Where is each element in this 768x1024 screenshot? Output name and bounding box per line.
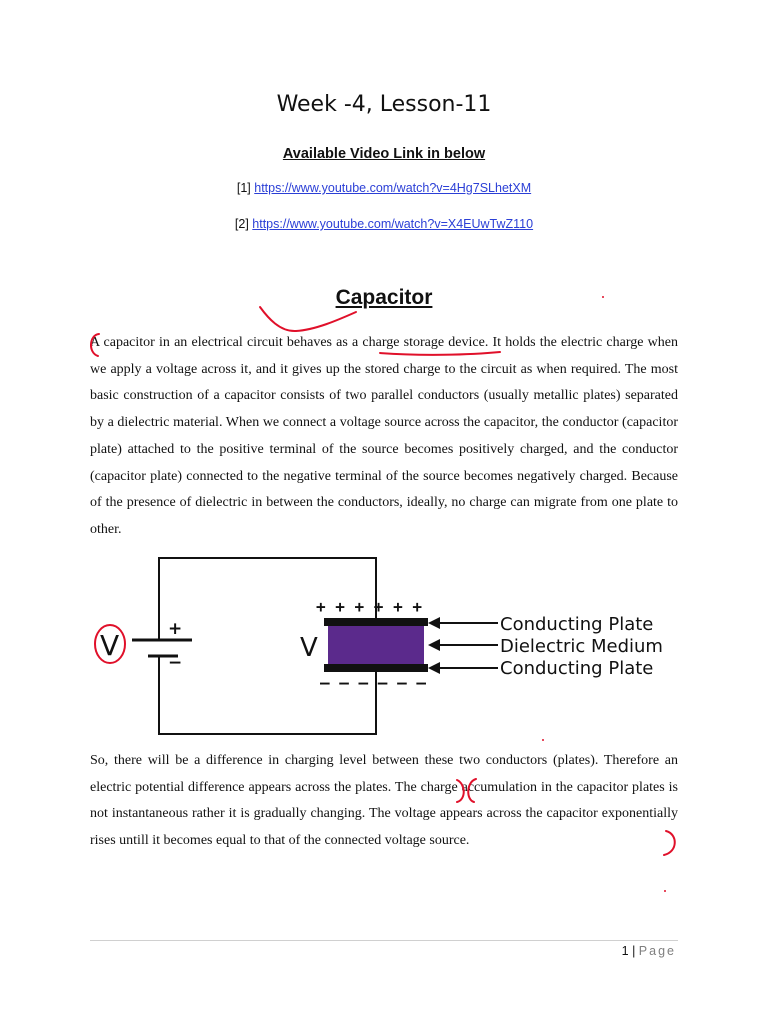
source-voltage-label: V	[100, 629, 120, 662]
paragraph-1: A capacitor in an electrical circuit behaves as a charge storage device. It holds the electric charge when we apply a voltage across it, and it gives up the stored charge to the circuit as when required. The most basic construction of a capacitor consists of two parallel conductors (usually metallic plates) separated by a dielectric material. When we connect a voltage source across the capacitor, the conductor (capacitor plate) attached to the positive terminal of the source becomes positively charged, and the conductor (capacitor plate) connected to the negative terminal of the source becomes negatively charged. Because of the presence of dielectric in between the conductors, ideally, no charge can migrate from one plate to other.	[90, 335, 678, 537]
video-link-1[interactable]: https://www.youtube.com/watch?v=4Hg7SLhetXM	[254, 181, 532, 195]
callout-conducting-plate-bottom: Conducting Plate	[500, 658, 654, 679]
callout-dielectric-medium: Dielectric Medium	[500, 636, 663, 657]
battery-minus-sign: −	[168, 653, 183, 673]
battery-symbol	[100, 619, 192, 673]
battery-plus-sign: +	[168, 619, 183, 639]
footer-separator: |	[632, 944, 636, 958]
video-link-line-2	[0, 217, 768, 231]
negative-charges: – – – – – –	[320, 673, 426, 692]
annotation-dot	[664, 890, 666, 892]
video-link-line-1	[0, 181, 768, 195]
section-heading: Capacitor	[335, 286, 433, 309]
page-title: Week -4, Lesson-11	[276, 92, 492, 117]
positive-charges: + + + + + +	[316, 597, 422, 616]
top-conducting-plate	[324, 618, 428, 626]
capacitor-circuit-diagram	[88, 552, 678, 742]
bottom-conducting-plate	[324, 664, 428, 672]
link-index-1: [1]	[236, 181, 251, 195]
footer-divider	[90, 940, 678, 941]
capacitor-symbol	[300, 594, 428, 692]
paragraph-2: So, there will be a difference in charging level between these two conductors (plates). Therefore an electric potential difference appears across the plates. The charge accumulation in the capacitor plates is not instantaneous rather it is gradually changing. The voltage appears across the capacitor exponentially rises untill it becomes equal to that of the connected voltage source.	[90, 753, 678, 849]
video-link-2[interactable]: https://www.youtube.com/watch?v=X4EUwTwZ110	[252, 217, 534, 231]
capacitor-voltage-label: V	[300, 633, 318, 663]
link-index-2: [2]	[234, 217, 249, 231]
callout-conducting-plate-top: Conducting Plate	[500, 614, 654, 635]
checkmark-annotation	[260, 307, 356, 331]
page-number: 1	[621, 944, 629, 958]
video-links-heading: Available Video Link in below	[282, 146, 486, 162]
dielectric-medium	[328, 626, 424, 664]
callout-arrows	[428, 617, 498, 674]
page-word: Page	[638, 944, 676, 958]
page-footer	[622, 944, 676, 958]
